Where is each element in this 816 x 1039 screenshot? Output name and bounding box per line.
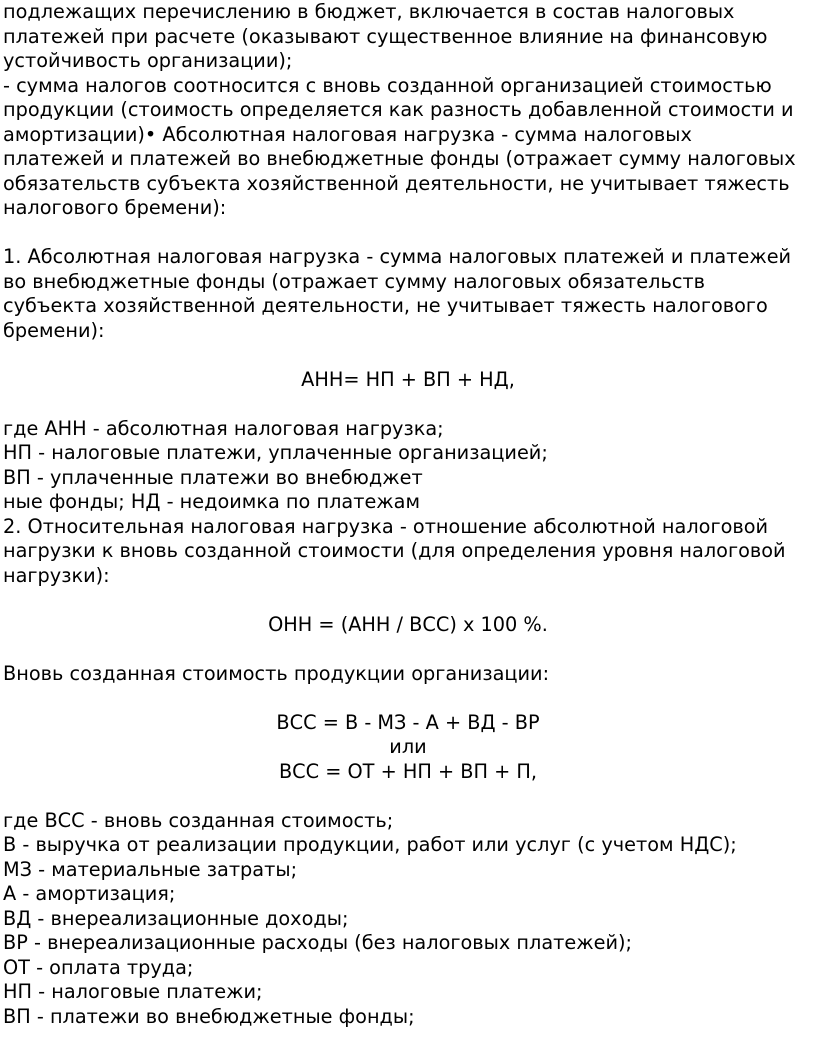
formula-vss-1: ВСС = В - МЗ - А + ВД - ВР: [276, 710, 540, 734]
text-line: НП - налоговые платежи, уплаченные организацией;: [3, 441, 548, 464]
text-line: нагрузки):: [3, 563, 110, 587]
document-page: [3, 0, 813, 1029]
spacer: [3, 686, 813, 711]
text-line: налогового бремени):: [3, 196, 227, 219]
text-line: платежей и платежей во внебюджетные фонды (отражает сумму налоговых: [3, 147, 796, 170]
spacer: [3, 343, 813, 368]
formula-onn: ОНН = (АНН / ВСС) х 100 %.: [268, 612, 548, 636]
item-1-paragraph: [3, 245, 813, 343]
vss-intro: Вновь созданная стоимость продукции организации:: [3, 661, 550, 685]
text-line: МЗ - материальные затраты;: [3, 857, 298, 881]
legend-2: [3, 809, 813, 1030]
text-line: 2. Относительная налоговая нагрузка - отношение абсолютной налоговой: [3, 514, 769, 538]
text-line: ВР - внереализационные расходы (без налоговых платежей);: [3, 931, 633, 954]
text-line: бремени):: [3, 318, 105, 342]
spacer: [3, 588, 813, 613]
text-line: - сумма налогов соотносится с вновь созданной организацией стоимостью: [3, 73, 772, 97]
text-line: ВП - платежи во внебюджетные фонды;: [3, 1004, 415, 1028]
spacer: [3, 392, 813, 417]
text-line: НП - налоговые платежи;: [3, 980, 263, 1003]
text-line: во внебюджетные фонды (отражает сумму налоговых обязательств: [3, 269, 706, 293]
text-line: ВД - внереализационные доходы;: [3, 906, 349, 930]
spacer: [3, 637, 813, 662]
text-line: 1. Абсолютная налоговая нагрузка - сумма налоговых платежей и платежей: [3, 245, 792, 268]
text-line: ОТ - оплата труда;: [3, 955, 194, 979]
text-line: где ВСС - вновь созданная стоимость;: [3, 808, 394, 832]
spacer: [3, 784, 813, 809]
text-line: продукции (стоимость определяется как разность добавленной стоимости и: [3, 98, 794, 121]
text-line: субъекта хозяйственной деятельности, не учитывает тяжесть налогового: [3, 294, 768, 317]
formula-ann: АНН= НП + ВП + НД,: [301, 367, 515, 391]
text-line: устойчивость организации);: [3, 49, 293, 72]
formula-vss-2: ВСС = ОТ + НП + ВП + П,: [278, 759, 538, 783]
formula-or: или: [389, 735, 427, 758]
text-line: В - выручка от реализации продукции, работ или услуг (с учетом НДС);: [3, 833, 737, 856]
text-line: амортизации)• Абсолютная налоговая нагрузка - сумма налоговых: [3, 122, 692, 146]
text-line: ВП - уплаченные платежи во внебюджет: [3, 465, 423, 489]
spacer: [3, 221, 813, 246]
text-line: обязательств субъекта хозяйственной деятельности, не учитывает тяжесть: [3, 171, 790, 195]
text-line: где АНН - абсолютная налоговая нагрузка;: [3, 416, 444, 440]
item-2-paragraph: [3, 515, 813, 589]
intro-paragraph: [3, 0, 813, 221]
text-line: подлежащих перечислению в бюджет, включается в состав налоговых: [3, 0, 735, 23]
text-line: нагрузки к вновь созданной стоимости (для определения уровня налоговой: [3, 539, 786, 562]
text-line: платежей при расчете (оказывают существенное влияние на финансовую: [3, 24, 768, 48]
text-line: А - амортизация;: [3, 882, 176, 905]
text-line: ные фонды; НД - недоимка по платежам: [3, 490, 421, 513]
legend-1: [3, 417, 813, 515]
